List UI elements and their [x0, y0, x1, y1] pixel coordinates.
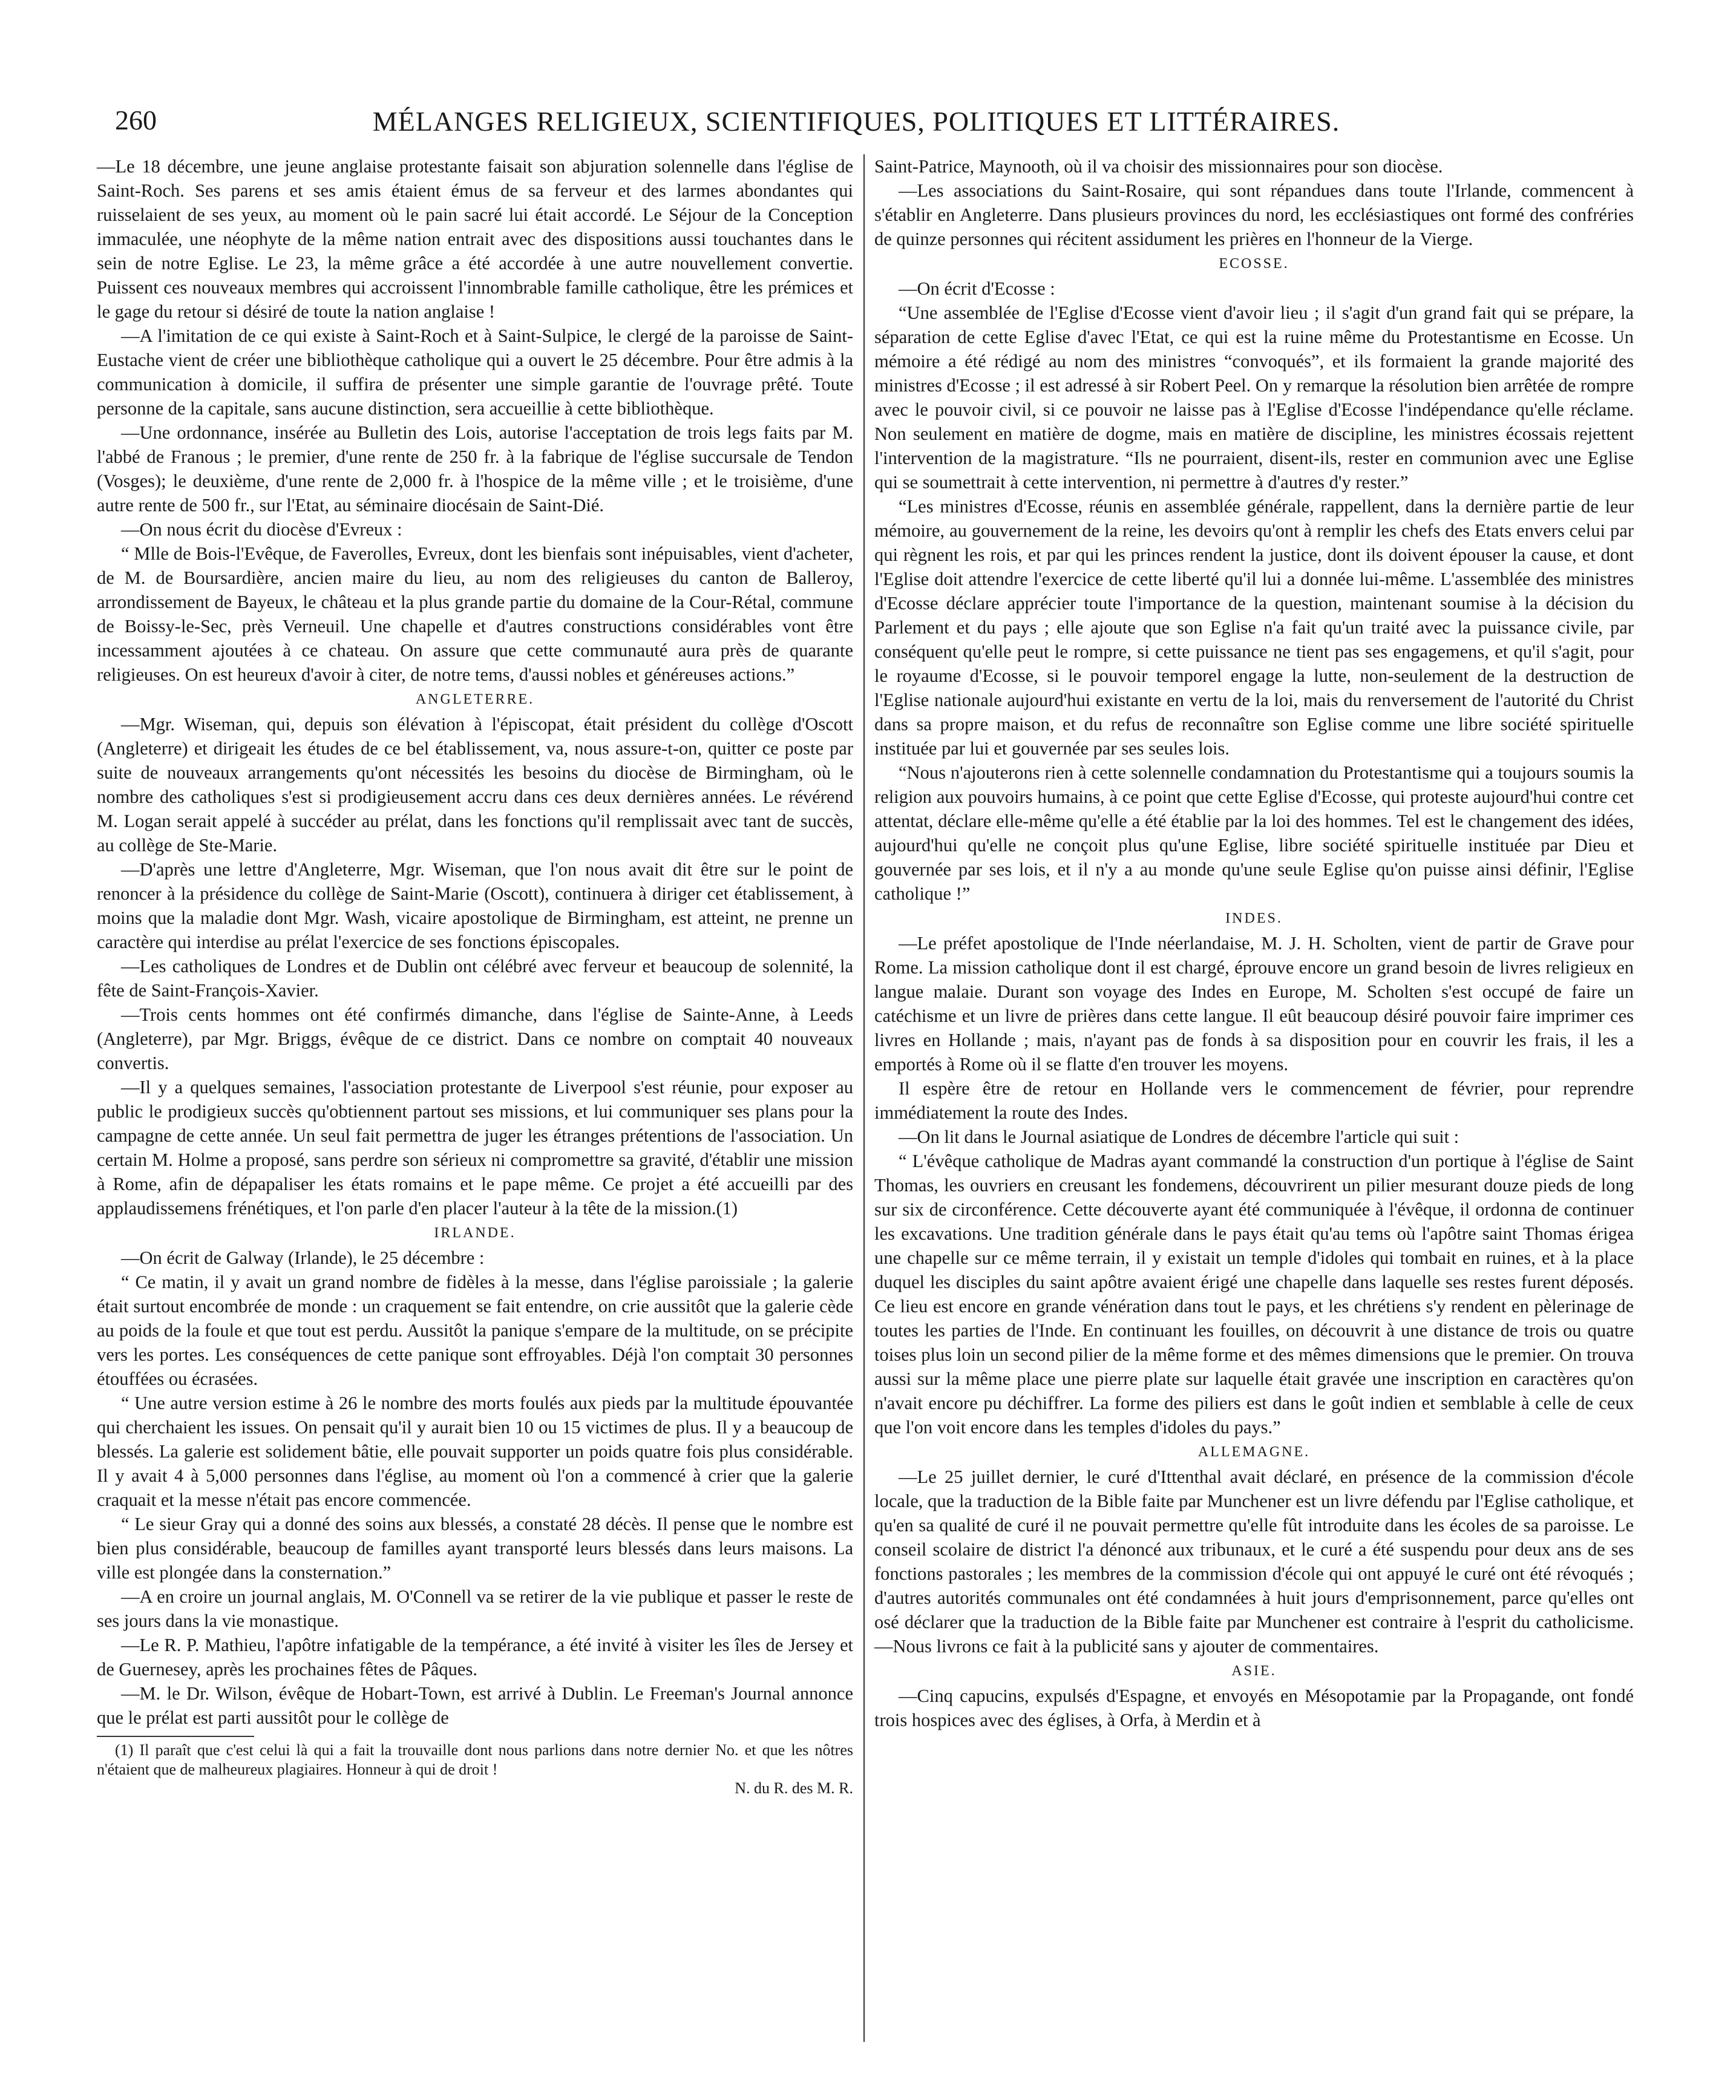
article-paragraph: —On lit dans le Journal asiatique de Londres de décembre l'article qui suit : [899, 1127, 1459, 1147]
article-paragraph: “ Ce matin, il y avait un grand nombre de fidèles à la messe, dans l'église paroissiale ; la galerie était surtout encombrée de monde : un craquement se fait entendre, on crie aussitôt que la galerie cède au poids de la foule et que tout est perdu. Aussitôt la panique s'empare de la multitude, on se précipite vers les portes. Les conséquences de cette panique sont effroyables. Déjà l'on comptait 30 personnes étouffées ou écrasées. [97, 1272, 853, 1389]
section-heading-allemagne: ALLEMAGNE. [1197, 1444, 1311, 1460]
page-header [79, 91, 1634, 145]
footnote-signature: N. du R. des M. R. [735, 1779, 853, 1797]
article-paragraph: —Le préfet apostolique de l'Inde néerlandaise, M. J. H. Scholten, vient de partir de Grave pour Rome. La mission catholique dont il est chargé, éprouve encore un grand besoin de livres religieux en langue malaie. Durant son voyage des Indes en Europe, M. Scholten s'est occupé de faire un catéchisme et un livre de prières dans cette langue. Il eût beaucoup désiré pouvoir faire imprimer ces livres en Hollande ; mais, n'ayant pas de fonds à sa disposition pour en couvrir les frais, il les a emportés à Rome où il se flatte d'en trouver les moyens. [874, 933, 1634, 1075]
page-number: 260 [115, 105, 157, 136]
left-column [97, 154, 853, 1797]
section-heading-angleterre: ANGLETERRE. [415, 692, 535, 707]
section-heading-irlande: IRLANDE. [434, 1225, 516, 1241]
article-paragraph: —Le R. P. Mathieu, l'apôtre infatigable de la tempérance, a été invité à visiter les îles de Jersey et de Guernesey, après les prochaines fêtes de Pâques. [97, 1635, 853, 1680]
article-paragraph: —Cinq capucins, expulsés d'Espagne, et envoyés en Mésopotamie par la Propagande, ont fondé trois hospices avec des églises, à Orfa, à Merdin et à [874, 1686, 1634, 1730]
article-paragraph: —D'après une lettre d'Angleterre, Mgr. Wiseman, que l'on nous avait dit être sur le point de renoncer à la présidence du collège de Saint-Marie (Oscott), continuera à diriger cet établissement, à moins que la maladie dont Mgr. Wash, vicaire apostolique de Birmingham, est atteint, ne prenne un caractère qui interdise au prélat l'exercice de ses fonctions épiscopales. [97, 859, 853, 952]
article-paragraph: “ Le sieur Gray qui a donné des soins aux blessés, a constaté 28 décès. Il pense que le nombre est bien plus considérable, beaucoup de familles ayant transporté leurs blessés dans leurs maisons. La ville est plongée dans la consternation.” [97, 1514, 853, 1583]
article-paragraph: —Les catholiques de Londres et de Dublin ont célébré avec ferveur et beaucoup de solennité, la fête de Saint-François-Xavier. [97, 956, 853, 1001]
article-paragraph: “Une assemblée de l'Eglise d'Ecosse vient d'avoir lieu ; il s'agit d'un grand fait qui se prépare, la séparation de cette Eglise d'avec l'Etat, ce qui est la ruine même du Protestantisme en Ecosse. Un mémoire a été rédigé au nom des ministres “convoqués”, et ils formaient la grande majorité des ministres d'Ecosse ; il est adressé à sir Robert Peel. On y remarque la résolution bien arrêtée de rompre avec le pouvoir civil, si ce pouvoir ne laisse pas à l'Eglise d'Ecosse l'indépendance qu'elle réclame. Non seulement en matière de dogme, mais en matière de discipline, les ministres écossais rejettent l'intervention de la magistrature. “Ils ne pourraient, disent-ils, rester en communion avec une Eglise qui se soumettrait à cette intervention, ni permettre à d'autres d'y rester.” [874, 303, 1634, 492]
article-paragraph: “ Mlle de Bois-l'Evêque, de Faverolles, Evreux, dont les bienfais sont inépuisables, vient d'acheter, de M. de Boursardière, ancien maire du lieu, au nom des religieuses du canton de Balleroy, arrondissement de Bayeux, le château et la plus grande partie du domaine de la Cour-Rétal, commune de Boissy-le-Sec, près Verneuil. Une chapelle et d'autres constructions considérables vont être incessamment ajoutées à ce chateau. On assure que cette communauté aura près de quarante religieuses. On est heureux d'avoir à citer, de notre tems, d'aussi nobles et généreuses actions.” [97, 543, 853, 685]
article-paragraph: Saint-Patrice, Maynooth, où il va choisir des missionnaires pour son diocèse. [874, 156, 1443, 177]
article-paragraph: —Le 18 décembre, une jeune anglaise protestante faisait son abjuration solennelle dans l'église de Saint-Roch. Ses parens et ses amis étaient émus de sa ferveur et des larmes abondantes qui ruisselaient de ses yeux, au moment où le pain sacré lui était accordé. Le Séjour de la Conception immaculée, une néophyte de la même nation entrait avec des dispositions aussi touchantes dans le sein de notre Eglise. Le 23, la même grâce a été accordée à une autre nouvellement convertie. Puissent ces nouveaux membres qui accroissent l'innombrable famille catholique, être les prémices et le gage du retour si désiré de toute la nation anglaise ! [97, 156, 853, 322]
column-divider [863, 154, 865, 2042]
article-paragraph: Il espère être de retour en Hollande vers le commencement de février, pour reprendre immédiatement la route des Indes. [874, 1078, 1634, 1123]
footnote: (1) Il paraît que c'est celui là qui a fait la trouvaille dont nous parlions dans notre dernier No. et que les nôtres n'étaient que de malheureux plagiaires. Honneur à qui de droit ! [97, 1741, 853, 1778]
article-paragraph: —On nous écrit du diocèse d'Evreux : [121, 519, 402, 540]
article-paragraph: —A en croire un journal anglais, M. O'Connell va se retirer de la vie publique et passer le reste de ses jours dans la vie monastique. [97, 1586, 853, 1631]
article-paragraph: —On écrit d'Ecosse : [899, 278, 1055, 299]
article-paragraph: —Mgr. Wiseman, qui, depuis son élévation à l'épiscopat, était président du collège d'Oscott (Angleterre) et dirigeait les études de ce bel établissement, va, nous assure-t-on, quitter ce poste par suite de nouveaux arrangements qu'ont nécessités les besoins du diocèse de Birmingham, où le nombre des catholiques s'est si prodigieusement accru dans ces deux dernières années. Le révérend M. Logan serait appelé à succéder au prélat, dans les fonctions qu'il remplissait avec tant de succès, au collège de Ste-Marie. [97, 714, 853, 855]
article-paragraph: —Les associations du Saint-Rosaire, qui sont répandues dans toute l'Irlande, commencent à s'établir en Angleterre. Dans plusieurs provinces du nord, les ecclésiastiques ont formé des confréries de quinze personnes qui récitent assidument les prières en l'honneur de la Vierge. [874, 180, 1634, 249]
article-paragraph: —Une ordonnance, insérée au Bulletin des Lois, autorise l'acceptation de trois legs faits par M. l'abbé de Franous ; le premier, d'une rente de 250 fr. à la fabrique de l'église succursale de Tendon (Vosges); le deuxième, d'une rente de 2,000 fr. à l'hospice de la même ville ; et le troisième, d'une autre rente de 500 fr., sur l'Etat, au séminaire diocésain de Saint-Dié. [97, 422, 853, 515]
article-paragraph: —M. le Dr. Wilson, évêque de Hobart-Town, est arrivé à Dublin. Le Freeman's Journal annonce que le prélat est parti aussitôt pour le collège de [97, 1683, 853, 1728]
footnote-rule [97, 1736, 254, 1737]
article-paragraph: “ L'évêque catholique de Madras ayant commandé la construction d'un portique à l'église de Saint Thomas, les ouvriers en creusant les fondemens, découvrirent un pilier mesurant douze pieds de long sur six de circonférence. Cette découverte ayant été communiquée à l'évêque, il ordonna de continuer les excavations. Une tradition générale dans le pays était qu'au tems où l'apôtre saint Thomas érigea une chapelle sur ce même terrain, il y existait un temple d'idoles qui tombait en ruines, et à la place duquel les disciples du saint apôtre avaient érigé une chapelle dans laquelle ses restes furent déposés. Ce lieu est encore en grande vénération dans tout le pays, et les chrétiens s'y rendent en pèlerinage de toutes les parties de l'Inde. En continuant les fouilles, on découvrit à une distance de trois ou quatre toises plus loin un second pilier de la même forme et des mêmes dimensions que le premier. On trouva aussi sur la même place une pierre plate sur laquelle était gravée une inscription en caractères qu'on n'avait encore pu déchiffrer. La forme des piliers est dans le goût indien et semblable à celle de ceux que l'on voit encore dans les temples d'idoles du pays.” [874, 1151, 1634, 1438]
article-paragraph: —Trois cents hommes ont été confirmés dimanche, dans l'église de Sainte-Anne, à Leeds (Angleterre), par Mgr. Briggs, évêque de ce district. Dans ce nombre on comptait 40 nouveaux convertis. [97, 1004, 853, 1073]
article-paragraph: —On écrit de Galway (Irlande), le 25 décembre : [121, 1248, 485, 1268]
article-paragraph: —Le 25 juillet dernier, le curé d'Ittenthal avait déclaré, en présence de la commission d'école locale, que la traduction de la Bible faite par Munchener est un livre défendu par l'Eglise catholique, et qu'en sa qualité de curé il ne pouvait permettre qu'elle fût introduite dans les écoles de sa paroisse. Le conseil scolaire de district l'a dénoncé aux tribunaux, et le curé a été suspendu pour deux ans de ses fonctions pastorales ; les membres de la commission d'école qui ont appuyé le curé ont été révoqués ; d'autres autorités communales ont été condamnées à huit jours d'emprisonnement, parce qu'elles ont osé déclarer que la traduction de la Bible faite par Munchener est contraire à l'esprit du catholicisme.—Nous livrons ce fait à la publicité sans y ajouter de commentaires. [874, 1467, 1634, 1657]
article-paragraph: “Nous n'ajouterons rien à cette solennelle condamnation du Protestantisme qui a toujours soumis la religion aux pouvoirs humains, à ce point que cette Eglise d'Ecosse, qui proteste aujourd'hui contre cet attentat, déclare elle-même qu'elle a été établie par la loi des hommes. Tel est le changement des idées, aujourd'hui qu'elle ne conçoit plus qu'une Eglise, libre société spirituelle instituée par Dieu et gouvernée par ses lois, et il n'y a au monde qu'une seule Eglise qu'on puisse ainsi définir, l'Eglise catholique !” [874, 762, 1634, 904]
right-column [874, 154, 1634, 1732]
article-paragraph: “ Une autre version estime à 26 le nombre des morts foulés aux pieds par la multitude épouvantée qui cherchaient les issues. On pensait qu'il y aurait bien 10 ou 15 victimes de plus. Il y a beaucoup de blessés. La galerie est solidement bâtie, elle pouvait supporter un poids quatre fois plus considérable. Il y avait 4 à 5,000 personnes dans l'église, au moment où l'on a commencé à crier que la galerie craquait et la messe n'était pas encore commencée. [97, 1393, 853, 1510]
section-heading-asie: ASIE. [1231, 1663, 1277, 1679]
section-heading-indes: INDES. [1225, 911, 1283, 926]
article-paragraph: —A l'imitation de ce qui existe à Saint-Roch et à Saint-Sulpice, le clergé de la paroisse de Saint-Eustache vient de créer une bibliothèque catholique qui a ouvert le 25 décembre. Pour être admis à la communication à domicile, il suffira de présenter une simple garantie de l'ouvrage prêté. Toute personne de la capitale, sans aucune distinction, sera accueillie à cette bibliothèque. [97, 325, 853, 419]
page-body [97, 154, 1634, 2060]
article-paragraph: “Les ministres d'Ecosse, réunis en assemblée générale, rappellent, dans la dernière partie de leur mémoire, au gouvernement de la reine, les devoirs qu'ont à remplir les chefs des Etats envers celui par qui règnent les rois, et par qui les princes rendent la justice, dont ils doivent épouser la cause, et dont l'Eglise doit attendre l'exercice de cette liberté qu'il lui a donnée lui-même. L'assemblée des ministres d'Ecosse déclare apprécier toute l'importance de la question, maintenant soumise à la décision du Parlement et du pays ; elle ajoute que son Eglise n'a fait qu'un traité avec la puissance civile, par conséquent qu'elle peut le rompre, si cette puissance ne tient pas ses engagemens, et qu'il s'agit, pour le royaume d'Ecosse, si le pouvoir temporel engage la lutte, non-seulement de la destruction de l'Eglise nationale aujourd'hui existante en vertu de la loi, mais du renversement de l'autorité du Christ dans sa propre maison, et du refus de reconnaître son Eglise comme une libre société spirituelle instituée par lui et gouvernée par ses seules lois. [874, 496, 1634, 759]
section-heading-ecosse: ECOSSE. [1219, 256, 1289, 272]
article-paragraph: —Il y a quelques semaines, l'association protestante de Liverpool s'est réunie, pour exposer au public le prodigieux succès qu'obtiennent partout ses missions, et lui communiquer ses plans pour la campagne de cette année. Un seul fait permettra de juger les étranges prétentions de l'association. Un certain M. Holme a proposé, sans perdre son sérieux ni compromettre sa gravité, d'établir une mission à Rome, afin de dépapaliser les états romains et le pape même. Ce projet a été accueilli par des applaudissemens frénétiques, et l'on parle d'en placer l'auteur à la tête de la mission.(1) [97, 1077, 853, 1218]
running-title: MÉLANGES RELIGIEUX, SCIENTIFIQUES, POLITIQUES ET LITTÉRAIRES. [372, 106, 1340, 137]
